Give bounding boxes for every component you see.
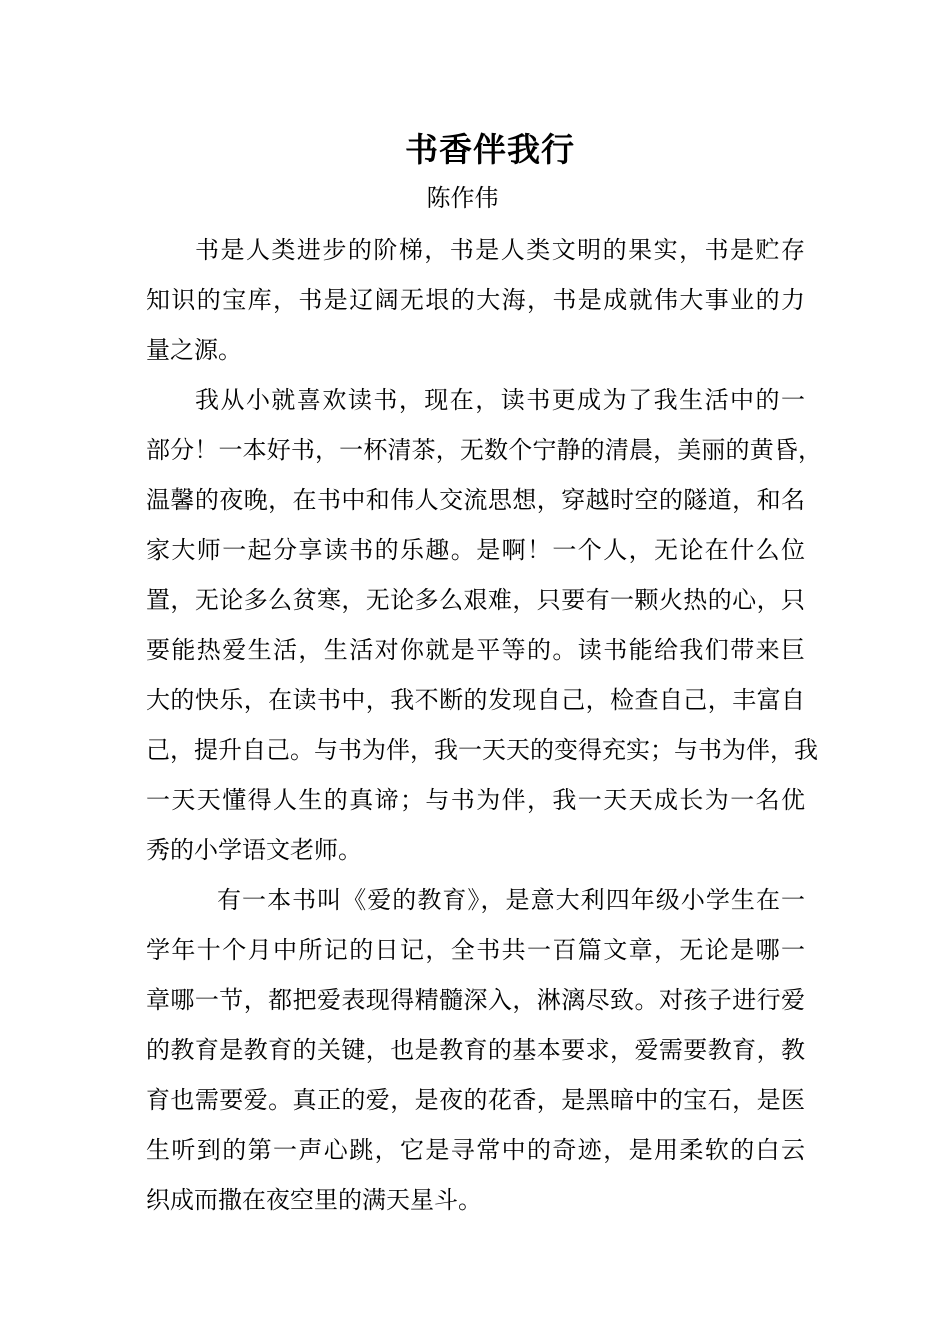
paragraph-2-line-9: 一天天懂得人生的真谛；与书为伴，我一天天成长为一名优 (146, 786, 805, 814)
paragraph-2-line-6: 要能热爱生活，生活对你就是平等的。读书能给我们带来巨 (146, 636, 805, 664)
paragraph-3-line-5: 育也需要爱。真正的爱，是夜的花香，是黑暗中的宝石，是医 (146, 1086, 805, 1114)
paragraph-2-line-8: 己，提升自己。与书为伴，我一天天的变得充实；与书为伴，我 (146, 736, 818, 764)
paragraph-1-line-2: 知识的宝库，书是辽阔无垠的大海，书是成就伟大事业的力 (146, 286, 805, 314)
paragraph-2-line-10: 秀的小学语文老师。 (146, 836, 362, 864)
paragraph-2-line-1: 我从小就喜欢读书，现在，读书更成为了我生活中的一 (195, 386, 805, 414)
paragraph-2-line-2: 部分！一本好书，一杯清茶，无数个宁静的清晨，美丽的黄昏， (146, 436, 822, 464)
paragraph-3-line-4: 的教育是教育的关键，也是教育的基本要求，爱需要教育，教 (146, 1036, 805, 1064)
paragraph-1-line-3: 量之源。 (146, 336, 242, 364)
paragraph-1-line-1: 书是人类进步的阶梯，书是人类文明的果实，书是贮存 (195, 236, 805, 264)
document-title: 书香伴我行 (405, 130, 575, 169)
paragraph-2-line-4: 家大师一起分享读书的乐趣。是啊！一个人，无论在什么位 (146, 536, 805, 564)
paragraph-3-line-6: 生听到的第一声心跳，它是寻常中的奇迹，是用柔软的白云 (146, 1136, 805, 1164)
paragraph-3-line-1: 有一本书叫《爱的教育》，是意大利四年级小学生在一 (217, 886, 805, 914)
paragraph-3-line-2: 学年十个月中所记的日记，全书共一百篇文章，无论是哪一 (146, 936, 805, 964)
paragraph-2-line-3: 温馨的夜晚，在书中和伟人交流思想，穿越时空的隧道，和名 (146, 486, 805, 514)
document-author: 陈作伟 (426, 184, 499, 212)
paragraph-2-line-5: 置，无论多么贫寒，无论多么艰难，只要有一颗火热的心，只 (146, 586, 805, 614)
paragraph-2-line-7: 大的快乐，在读书中，我不断的发现自己，检查自己，丰富自 (146, 686, 805, 714)
paragraph-3-line-3: 章哪一节，都把爱表现得精髓深入，淋漓尽致。对孩子进行爱 (146, 986, 805, 1014)
paragraph-3-line-7: 织成而撒在夜空里的满天星斗。 (146, 1186, 482, 1214)
